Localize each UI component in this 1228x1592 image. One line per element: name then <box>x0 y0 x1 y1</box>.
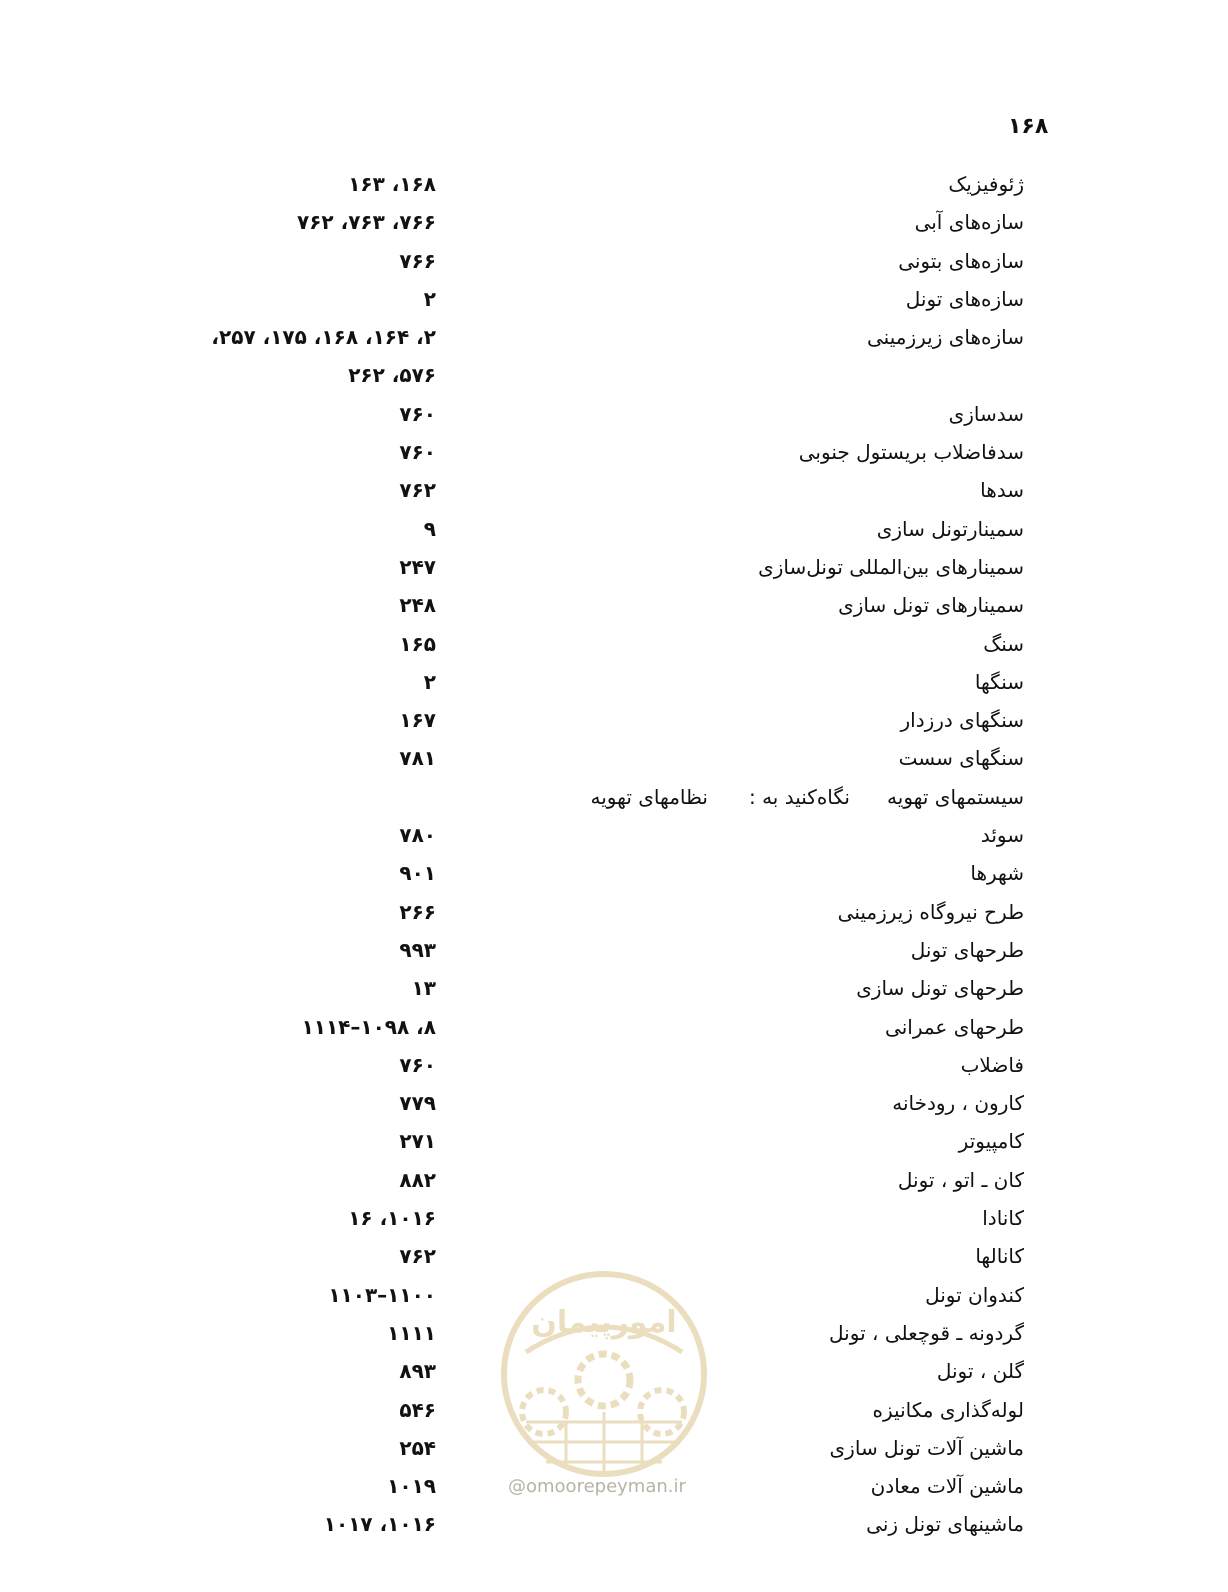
index-pages: ۱۳ <box>411 976 436 1001</box>
index-term: کندوان تونل <box>925 1282 1024 1307</box>
index-entry <box>0 359 1228 397</box>
index-pages: ۷۶۶، ۷۶۳، ۷۶۲ <box>297 210 436 235</box>
index-entry <box>0 1125 1228 1163</box>
index-entry <box>0 972 1228 1010</box>
index-entry <box>0 857 1228 895</box>
index-pages: ۸۸۲ <box>399 1167 436 1192</box>
index-pages: ۸، ۱۰۹۸–۱۱۱۴ <box>301 1014 436 1039</box>
index-pages: ۱۰۱۶، ۱۶ <box>348 1206 436 1231</box>
index-entry <box>0 245 1228 283</box>
index-term: سدسازی <box>948 401 1024 426</box>
index-pages: ۹ <box>423 516 436 541</box>
page-number: ۱۶۸ <box>1008 114 1049 139</box>
index-entry <box>0 474 1228 512</box>
index-entry <box>0 513 1228 551</box>
index-entry <box>0 742 1228 780</box>
index-entry <box>0 206 1228 244</box>
index-entry <box>0 934 1228 972</box>
index-term: گلن ، تونل <box>936 1359 1024 1384</box>
index-pages: ۹۰۱ <box>399 861 436 886</box>
index-term: ماشین آلات تونل سازی <box>829 1435 1024 1460</box>
index-term: سمینارهای تونل سازی <box>838 593 1024 618</box>
index-entry <box>0 1164 1228 1202</box>
index-entry <box>0 666 1228 704</box>
index-term: سیستمهای تهویه <box>887 784 1024 809</box>
index-term: کانادا <box>982 1206 1024 1231</box>
index-term: سنگها <box>974 669 1024 694</box>
index-entry <box>0 1202 1228 1240</box>
index-pages: ۷۶۰ <box>399 401 436 426</box>
index-term: سمینارهای بین‌المللی تونل‌سازی <box>758 554 1024 579</box>
index-term: لوله‌گذاری مکانیزه <box>872 1397 1024 1422</box>
index-pages: ۲۶۶ <box>399 899 436 924</box>
index-term: سوئد <box>980 823 1024 848</box>
index-pages: ۷۸۰ <box>399 823 436 848</box>
index-term: ژئوفیزیک <box>948 172 1024 196</box>
index-pages: ۱۶۸، ۱۶۳ <box>348 172 436 196</box>
watermark-logo <box>496 1262 712 1502</box>
index-term: سنگهای درزدار <box>900 708 1024 733</box>
index-term: طرحهای تونل سازی <box>856 976 1024 1001</box>
index-entry <box>0 781 1228 819</box>
index-pages: ۲۴۷ <box>399 554 436 579</box>
index-term: سازه‌های تونل <box>905 286 1024 311</box>
index-term: ماشینهای تونل زنی <box>866 1512 1024 1537</box>
index-entry <box>0 283 1228 321</box>
index-pages: ۱۱۰۰–۱۱۰۳ <box>328 1282 436 1307</box>
index-term: ماشین آلات معادن <box>870 1474 1024 1499</box>
index-entry <box>0 589 1228 627</box>
index-term: شهرها <box>970 861 1024 886</box>
index-entry <box>0 436 1228 474</box>
index-pages: ۲ <box>423 669 436 694</box>
index-entry <box>0 398 1228 436</box>
index-pages: ۷۶۰ <box>399 1052 436 1077</box>
see-also-label: نگاه‌کنید به : <box>748 784 850 809</box>
index-pages: ۷۸۱ <box>399 746 436 771</box>
index-pages: ۷۷۹ <box>399 1091 436 1116</box>
index-pages: ۷۶۰ <box>399 440 436 465</box>
index-term: طرحهای تونل <box>910 937 1024 962</box>
index-term: سنگهای سست <box>898 746 1024 771</box>
index-term: سمینارتونل سازی <box>876 516 1024 541</box>
index-term: کامپیوتر <box>958 1129 1024 1154</box>
index-pages: ۲۵۴ <box>399 1435 436 1460</box>
watermark-site-text: @omoorepeyman.ir <box>508 1476 686 1497</box>
index-term: طرحهای عمرانی <box>885 1014 1024 1039</box>
index-pages: ۱۰۱۶، ۱۰۱۷ <box>323 1512 436 1537</box>
index-entry <box>0 1508 1228 1546</box>
watermark-logo-text: امورپیمان <box>531 1305 677 1340</box>
index-pages: ۱۰۱۹ <box>387 1474 436 1499</box>
index-pages: ۷۶۲ <box>399 478 436 503</box>
index-pages: ۵۴۶ <box>399 1397 436 1422</box>
index-entry <box>0 704 1228 742</box>
index-pages: ۷۶۲ <box>399 1244 436 1269</box>
index-pages: ۲، ۱۶۴، ۱۶۸، ۱۷۵، ۲۵۷، <box>211 325 436 350</box>
index-term: سنگ <box>983 631 1024 656</box>
index-term: کانالها <box>975 1244 1024 1269</box>
index-term: فاضلاب <box>960 1052 1024 1077</box>
index-entry <box>0 1049 1228 1087</box>
index-term: کارون ، رودخانه <box>892 1091 1024 1116</box>
index-pages: ۲ <box>423 286 436 311</box>
index-pages: ۵۷۶، ۲۶۲ <box>348 363 436 388</box>
index-term: سدها <box>980 478 1024 503</box>
index-term: گردونه ـ قوچعلی ، تونل <box>829 1320 1024 1345</box>
index-pages: ۱۱۱۱ <box>387 1320 436 1345</box>
index-entry <box>0 551 1228 589</box>
index-entry <box>0 1087 1228 1125</box>
index-pages: ۲۷۱ <box>399 1129 436 1154</box>
index-term: کان ـ اتو ، تونل <box>897 1167 1024 1192</box>
index-pages: ۹۹۳ <box>399 937 436 962</box>
index-entry <box>0 1011 1228 1049</box>
index-entry <box>0 896 1228 934</box>
index-entry <box>0 168 1228 206</box>
index-term: سازه‌های بتونی <box>898 248 1024 273</box>
index-term: سازه‌های زیرزمینی <box>866 325 1024 350</box>
see-also-target: نظامهای تهویه <box>590 784 708 809</box>
index-pages: ۸۹۳ <box>399 1359 436 1384</box>
index-pages: ۱۶۵ <box>399 631 436 656</box>
index-pages: ۷۶۶ <box>399 248 436 273</box>
index-term: طرح نیروگاه زیرزمینی <box>837 899 1024 924</box>
index-pages: ۱۶۷ <box>399 708 436 733</box>
index-entry <box>0 321 1228 359</box>
index-pages: ۲۴۸ <box>399 593 436 618</box>
index-entry <box>0 628 1228 666</box>
index-term: سدفاضلاب بریستول جنوبی <box>798 440 1024 465</box>
index-term: سازه‌های آبی <box>914 210 1024 235</box>
index-entry <box>0 819 1228 857</box>
